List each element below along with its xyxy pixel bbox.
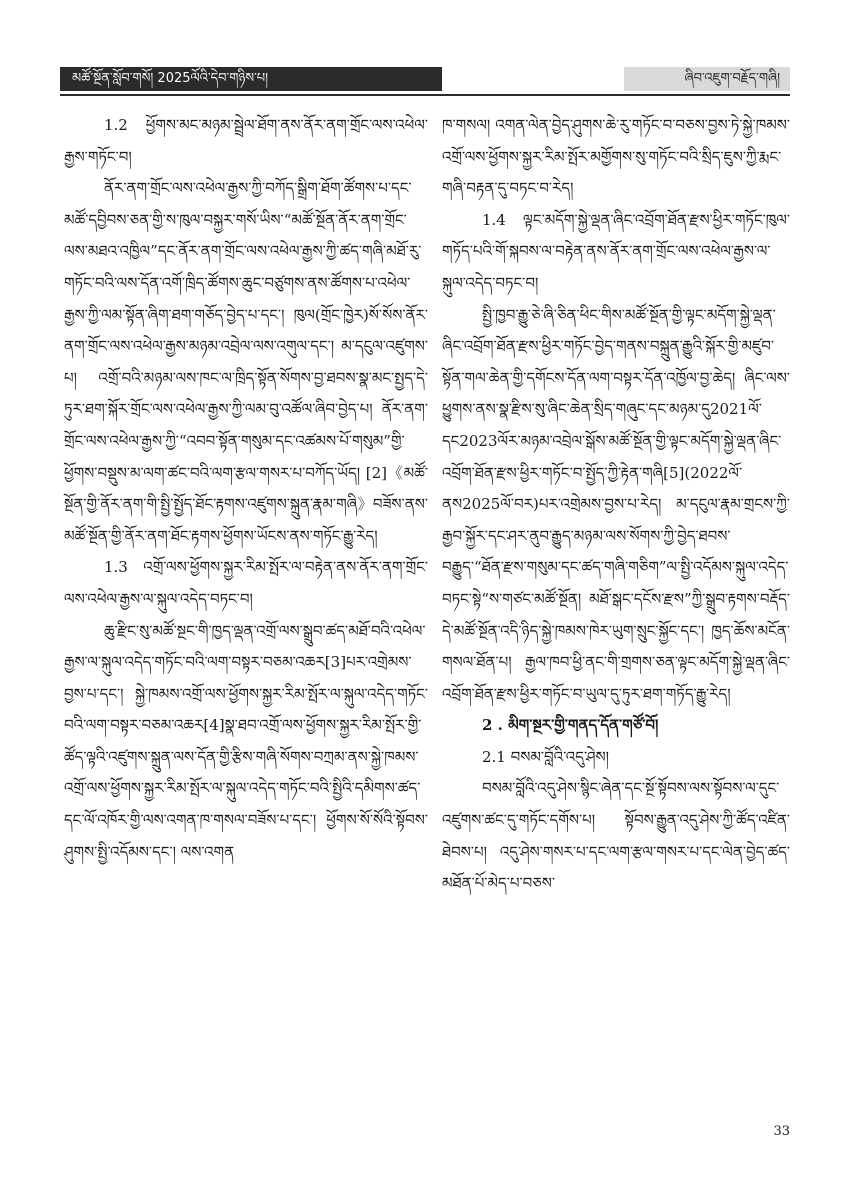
header-divider <box>60 94 790 96</box>
section-title-banner: ཞིབ་འཇུག་བརྗོད་གཞི། <box>624 67 790 91</box>
paragraph: ནོར་ནག་གྲོང་ལས་འཕེལ་རྒྱས་ཀྱི་བཀོད་སྒྲིག་ཐོག་ཚོགས་པ་དང་མཚོ་དབྱིབས་ཅན་གྱི་ས་ཁུལ་བསྐྱར་གསོ་ཡིས་“མཚོ་སྔོན་ནོར་ནག་གྲོང་ལས་མཐའ་འཁྱིལ”དང་ནོར་ནག་གྲོང་ལས་འཕེལ་རྒྱས་ཀྱི་ཚད་གཞི་མཐོ་རུ་གཏོང་བའི་ལས་དོན་འགོ་ཁྲིད་ཚོགས་ཆུང་བཙུགས་ནས་ཚོགས་པ་འཕེལ་རྒྱས་ཀྱི་ལམ་སྟོན་ཞིག་ཐག་གཅོད་བྱེད་པ་དང་། ཁུལ(གྲོང་ཁྱེར)སོ་སོས་ནོར་ནག་གྲོང་ལས་འཕེལ་རྒྱས་མཉམ་འབྲེལ་ལས་འགུལ་དང་། མ་དངུལ་འཛུགས་པ། འགྲོ་བའི་མཉམ་ལས་ཁང་ལ་ཁྲིད་སྟོན་སོགས་བྱ་ཐབས་སྣ་མང་སྤྱད་དེ་ཏུར་ཐག་སྐོར་གྲོང་ལས་འཕེལ་རྒྱས་ཀྱི་ལམ་བུ་འཚོལ་ཞིབ་བྱེད་པ། ནོར་ནག་གྲོང་ལས་འཕེལ་རྒྱས་ཀྱི་“འབབ་སྟོན་གསུམ་དང་འཚམས་པོ་གསུམ”གྱི་ཕྱོགས་བསྡུས་མ་ལག་ཚང་བའི་ལག་རྩལ་གསར་པ་བཀོད་ཡོད། [2]《མཚོ་སྔོན་གྱི་ནོར་ནག་གི་སྤྱི་སྤྱོད་ཐོང་རྟགས་འཛུགས་སྐྲུན་རྣམ་གཞི》བཟོས་ནས་མཚོ་སྔོན་གྱི་ནོར་ནག་ཐོང་རྟགས་ཕྱོགས་ཡོངས་ནས་གཏོང་རྒྱུ་རེད། <box>64 179 428 545</box>
right-text-column <box>442 110 790 900</box>
section-heading-2: 2 . མིག་སྔར་གྱི་གནད་དོན་གཙོ་བོ། <box>482 716 659 735</box>
paragraph-continued: ཁ་གསལ། འགན་ལེན་བྱེད་ཤུགས་ཆེ་རུ་གཏོང་བ་བཅས་བྱས་ཏེ་སྐྱེ་ཁམས་འགྲོ་ལས་ཕྱོགས་སྐྱར་རིམ་སྤོར་མགྱོགས་སུ་གཏོང་བའི་སྲིད་ཇུས་ཀྱི་རྨང་གཞི་བརྟན་དུ་བཏང་བ་རེད། <box>442 116 790 198</box>
section-heading-1-4: 1.4 ལྟང་མདོག་སྐྱེ་ལྡན་ཞིང་འབྲོག་ཐོན་རྫས་ཕྱིར་གཏོང་ཁུལ་གཏོད་པའི་གོ་སྐབས་ལ་བརྟེན་ནས་ནོར་ནག་གྲོང་ལས་འཕེལ་རྒྱས་ལ་སྐུལ་འདེད་བཏང་བ། <box>442 210 790 292</box>
journal-title-banner: མཚོ་སྔོན་སློབ་གསོ། 2025ལོའི་དེབ་གཉིས་པ། <box>60 67 442 91</box>
left-text-column <box>64 110 428 868</box>
paragraph: སྤྱི་ཁྱབ་རྒྱུ་ཅེ་ཞི་ཅིན་ཕིང་གིས་མཚོ་སྔོན་གྱི་ལྟང་མདོག་སྐྱེ་ལྡན་ཞིང་འབྲོག་ཐོན་རྫས་ཕྱིར་གཏོང་བྱེད་གནས་བསྐྲུན་རྒྱུའི་སྐོར་གྱི་མཛུབ་སྟོན་གལ་ཆེན་གྱི་དགོངས་དོན་ལག་བསྟར་དོན་འཁྱོལ་བྱ་ཆེད། ཞིང་ལས་ཕྱུགས་ནས་སྣ་རྫིས་སུ་ཞིང་ཆེན་སྲིད་གཞུང་དང་མཉམ་དུ2021ལོ་དང2023ལོར་མཉམ་འབྲེལ་སྒོས་མཚོ་སྔོན་གྱི་ལྟང་མདོག་སྐྱེ་ལྡན་ཞིང་འབྲོག་ཐོན་རྫས་ཕྱིར་གཏོང་བ་སྤྱོད་ཀྱི་རྟེན་གཞི[5](2022ལོ་ནས2025ལོ་བར)པར་འགྲེམས་བྱས་པ་རེད། མ་དངུལ་རྣམ་གྲངས་ཀྱི་རྒྱབ་སྐྱོར་དང་ཤར་ནུབ་རྒྱུད་མཉམ་ལས་སོགས་ཀྱི་བྱེད་ཐབས་བརྒྱུད་“ཐོན་རྫས་གསུམ་དང་ཚད་གཞི་གཅིག”ལ་སྤྱི་འདོམས་སྐུལ་འདེད་བཏང་སྟེ“ས་གཙང་མཚོ་སྔོན། མཐོ་སྒང་དངོས་རྫས”ཀྱི་སྒྲུབ་རྟགས་བརྡོད་དེ་མཚོ་སྔོན་འདི་ཉིད་སྐྱེ་ཁམས་ཁེར་ཡུག་སྲུང་སྐྱོང་དང་། ཁྱད་ཆོས་མངོན་གསལ་ཐོན་པ། རྒྱལ་ཁབ་ཕྱི་ནང་གི་གྲགས་ཅན་ལྟང་མདོག་སྐྱེ་ལྡན་ཞིང་འབྲོག་ཐོན་རྫས་ཕྱིར་གཏོང་བ་ཡུལ་དུ་ཏུར་ཐག་གཏོད་རྒྱུ་རེད། <box>442 305 790 703</box>
section-heading-2-1: 2.1 བསམ་བློའི་འདུ་ཤེས། <box>482 747 609 766</box>
section-heading-1-3: 1.3 འགྲོ་ལས་ཕྱོགས་སྐྱར་རིམ་སྤོར་ལ་བརྟེན་ནས་ནོར་ནག་གྲོང་ལས་འཕེལ་རྒྱས་ལ་སྐུལ་འདེད་བཏང་བ། <box>64 558 428 608</box>
page-number: 33 <box>773 1124 790 1139</box>
section-heading-1-2: 1.2 ཕྱོགས་མང་མཉམ་སྦྲེལ་ཐོག་ནས་ནོར་ནག་གྲོང་ལས་འཕེལ་རྒྱས་གཏོང་བ། <box>64 116 428 166</box>
paragraph: བསམ་བློའི་འདུ་ཤེས་སྙིང་ཞེན་དང་སྔོ་སྟོབས་ལས་སྟོབས་ལ་དུང་འཛུགས་ཚང་དུ་གཏོང་དགོས་པ། སྟོབས་རྒྱུན་འདུ་ཤེས་ཀྱི་ཚོད་འཛིན་ཐེབས་པ། འདུ་ཤེས་གསར་པ་དང་ལག་རྩལ་གསར་པ་དང་ལེན་བྱེད་ཚད་མཐོན་པོ་མེད་པ་བཅས་ <box>442 779 790 893</box>
paragraph: ཆུ་རྫིང་སུ་མཚོ་སྔང་གི་ཁྱད་ལྡན་འགྲོ་ལས་སྒྲུབ་ཚད་མཐོ་བའི་འཕེལ་རྒྱས་ལ་སྐུལ་འདེད་གཏོང་བའི་ལག་བསྟར་བཅམ་འཆར[3]པར་འགྲེམས་བྱས་པ་དང་། སྐྱེ་ཁམས་འགྲོ་ལས་ཕྱོགས་སྐྱར་རིམ་སྤོར་ལ་སྐུལ་འདེད་གཏོང་བའི་ལག་བསྟར་བཅམ་འཆར[4]སྣ་ཐབ་འགྲོ་ལས་ཕྱོགས་སྐྱར་རིམ་སྤོར་གྱི་ཚོད་ལྟའི་འཛུགས་སྐྲུན་ལས་དོན་གྱི་རྩིས་གཞི་སོགས་བཀྲམ་ནས་སྐྱེ་ཁམས་འགྲོ་ལས་ཕྱོགས་སྐྱར་རིམ་སྤོར་ལ་སྐུལ་འདེད་གཏོང་བའི་སྤྱིའི་དམིགས་ཚད་དང་ལོ་འཁོར་གྱི་ལས་འགན་ཁ་གསལ་བཟོས་པ་དང་། ཕྱོགས་སོ་སོའི་སྟོབས་ཤུགས་སྤྱི་འདོམས་དང་། ལས་འགན <box>64 621 428 861</box>
